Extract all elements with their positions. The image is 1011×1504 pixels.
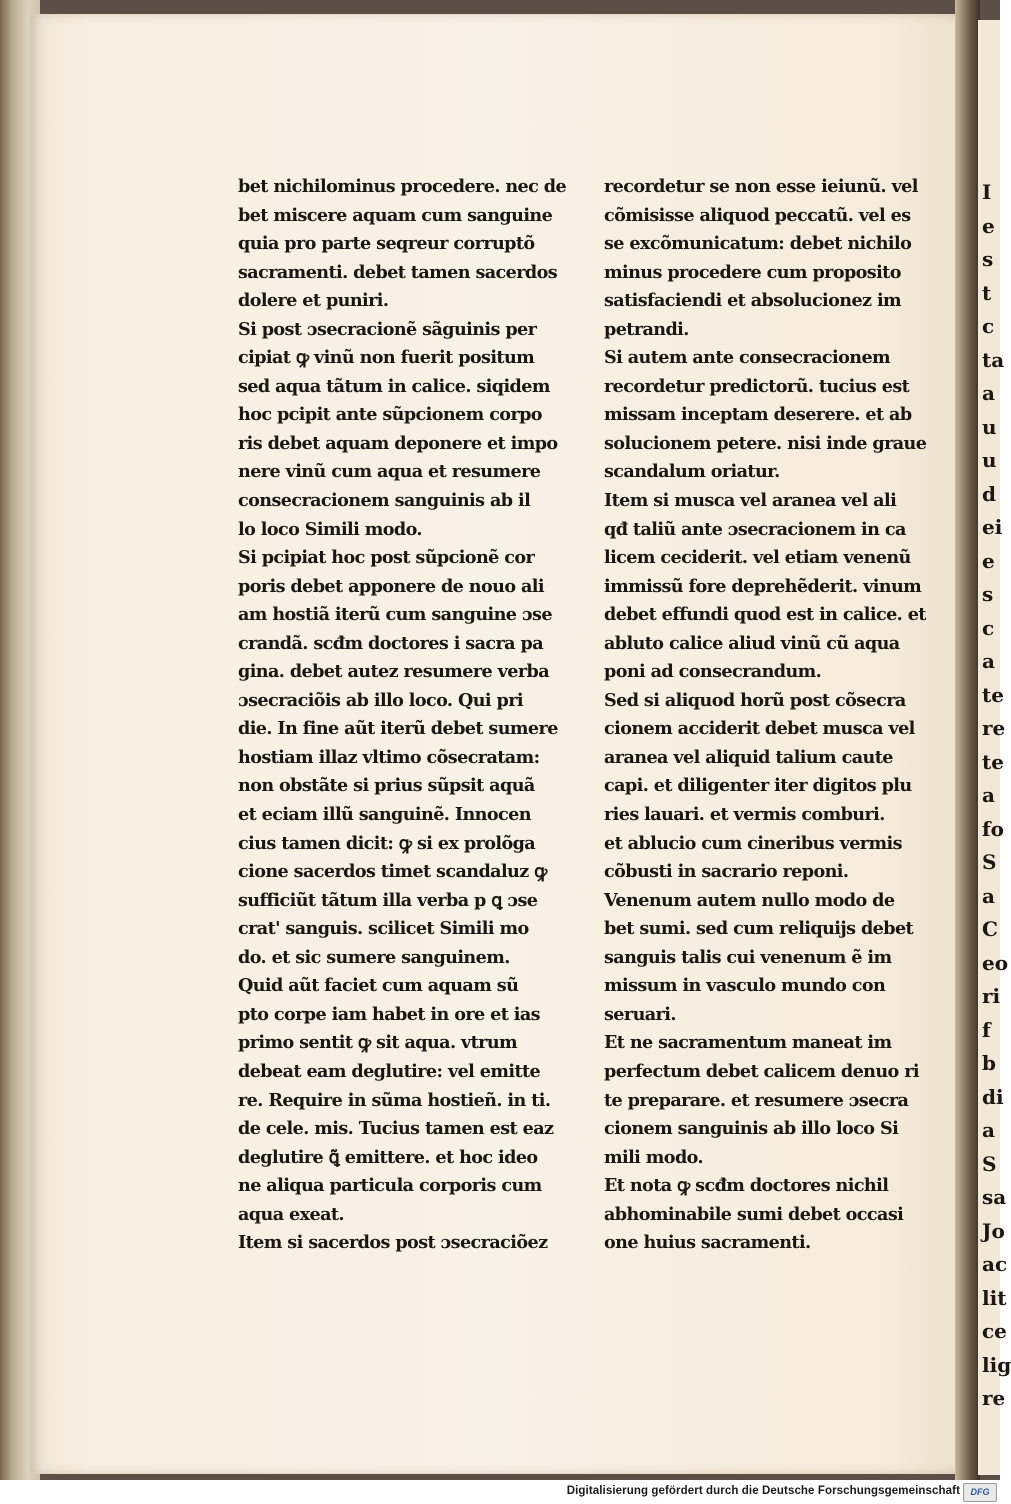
text-line: se excõmunicatum: debet nichilo (604, 233, 912, 255)
text-line: gina. debet autez resumere verba (238, 661, 550, 683)
text-column-left (238, 173, 567, 1258)
facing-page-fragment: a (982, 1118, 995, 1142)
facing-page-fragment: e (982, 213, 995, 238)
facing-page-fragment: s (982, 247, 994, 271)
text-line: cõmisisse aliquod peccatũ. vel es (604, 204, 911, 226)
text-line: bet sumi. sed cum reliquijs debet (604, 918, 914, 940)
text-line: ɔsecraciõis ab illo loco. Qui pri (238, 689, 523, 711)
facing-page-fragment: C (982, 917, 998, 941)
text-line: deglutire ꝗ̃ emittere. et hoc ideo (238, 1146, 538, 1168)
text-line: sed aqua tãtum in calice. siqidem (238, 375, 550, 397)
text-line: hoc pcipit ante sũpcionem corpo (238, 404, 542, 426)
facing-page-fragment: t (982, 280, 992, 305)
facing-page-fragment: b (982, 1051, 996, 1075)
facing-page-edge (978, 20, 1011, 1475)
text-line: minus procedere cum proposito (604, 261, 901, 283)
text-line: Quid aũt faciet cum aquam sũ (238, 975, 519, 997)
text-line: immissũ fore deprehẽderit. vinum (604, 575, 922, 597)
text-line: Et nota ꝙ scđm doctores nichil (604, 1175, 889, 1197)
text-line: licem ceciderit. vel etiam venenũ (604, 547, 911, 569)
text-line: cionem sanguinis ab illo loco Si (604, 1118, 899, 1140)
facing-page-fragment: a (982, 783, 995, 807)
facing-page-fragment: te (982, 749, 1004, 774)
text-line: capi. et diligenter iter digitos plu (604, 775, 912, 797)
facing-page-fragment: S (982, 1151, 997, 1176)
text-line: re. Require in sũma hostieñ. in ti. (238, 1089, 551, 1111)
facing-page-fragment: ei (982, 515, 1003, 539)
text-line: consecracionem sanguinis ab il (238, 490, 531, 512)
text-line: bet miscere aquam cum sanguine (238, 204, 553, 226)
facing-page-fragment: u (982, 448, 997, 472)
text-line: solucionem petere. nisi inde graue (604, 432, 927, 454)
facing-page-fragment: di (982, 1084, 1004, 1109)
facing-page-fragment: I (982, 180, 992, 204)
text-line: ris debet aquam deponere et impo (238, 432, 558, 454)
text-line: non obstãte si prius sũpsit aquã (238, 775, 535, 797)
text-line: recordetur predictorũ. tucius est (604, 375, 910, 397)
text-line: abhominabile sumi debet occasi (604, 1203, 904, 1225)
text-line: die. In fine aũt iterũ debet sumere (238, 718, 558, 740)
text-line: abluto calice aliud vinũ cũ aqua (604, 632, 900, 654)
text-line: sacramenti. debet tamen sacerdos (238, 261, 558, 283)
text-line: perfectum debet calicem denuo ri (604, 1060, 919, 1082)
text-line: Item si musca vel aranea vel ali (604, 490, 897, 512)
text-line: Sed si aliquod horũ post cõsecra (604, 689, 906, 711)
text-line: Si pcipiat hoc post sũpcionẽ cor (238, 547, 535, 569)
text-line: missum in vasculo mundo con (604, 975, 886, 997)
text-line: sanguis talis cui venenum ẽ im (604, 946, 892, 968)
facing-page-fragment: ce (982, 1319, 1007, 1343)
text-line: crandã. scđm doctores i sacra pa (238, 632, 544, 654)
text-line: ries lauari. et vermis comburi. (604, 804, 885, 826)
facing-page-fragment: u (982, 414, 997, 439)
text-line: ne aliqua particula corporis cum (238, 1175, 542, 1197)
facing-page-fragment: Jo (982, 1218, 1005, 1243)
facing-page-fragment: ac (982, 1252, 1008, 1276)
text-line: aranea vel aliquid talium caute (604, 746, 893, 768)
dfg-logo: DFG (963, 1483, 997, 1502)
text-line: nere vinũ cum aqua et resumere (238, 461, 541, 483)
text-line: et eciam illũ sanguinẽ. Innocen (238, 804, 531, 826)
text-line: scandalum oriatur. (604, 461, 780, 483)
text-line: pto corpe iam habet in ore et ias (238, 1003, 540, 1025)
text-line: mili modo. (604, 1146, 703, 1168)
text-line: Si post ɔsecracionẽ sãguinis per (238, 318, 537, 340)
facing-page-fragment: ri (982, 984, 1001, 1008)
facing-page-fragment: re (982, 1386, 1006, 1410)
facing-page-fragment: c (982, 615, 995, 640)
text-line: Item si sacerdos post ɔsecraciõez (238, 1232, 548, 1254)
text-line: lo loco Simili modo. (238, 518, 422, 540)
text-line: petrandi. (604, 318, 689, 340)
text-line: debeat eam deglutire: vel emitte (238, 1060, 541, 1082)
text-line: cõbusti in sacrario reponi. (604, 861, 849, 883)
facing-page-fragment: ta (982, 347, 1005, 372)
facing-page-fragment: re (982, 716, 1006, 740)
facing-page-fragment: a (982, 381, 995, 405)
facing-page-fragment: c (982, 314, 995, 338)
facing-page-fragment: a (982, 883, 995, 908)
text-line: hostiam illaz vltimo cõsecratam: (238, 746, 540, 768)
text-line: te preparare. et resumere ɔsecra (604, 1089, 909, 1111)
text-line: Venenum autem nullo modo de (604, 889, 895, 911)
text-line: poris debet apponere de nouo ali (238, 575, 544, 597)
facing-page-fragment: te (982, 682, 1004, 707)
text-line: cione sacerdos timet scandaluz ꝙ (238, 861, 547, 883)
text-line: recordetur se non esse ieiunũ. vel (604, 176, 918, 197)
facing-page-fragment: d (982, 481, 996, 506)
text-line: Si autem ante consecracionem (604, 347, 891, 369)
funding-credit: Digitalisierung gefördert durch die Deutsche Forschungsgemeinschaft (566, 1485, 960, 1497)
text-line: poni ad consecrandum. (604, 661, 822, 683)
facing-page-fragment: lig (982, 1352, 1011, 1377)
text-line: de cele. mis. Tucius tamen est eaz (238, 1118, 554, 1140)
text-line: bet nichilominus procedere. nec de (238, 176, 567, 197)
facing-page-fragment: s (982, 582, 994, 606)
facing-page-fragment: fo (982, 816, 1004, 841)
text-line: seruari. (604, 1003, 676, 1025)
text-line: one huius sacramenti. (604, 1232, 811, 1254)
text-line: quia pro parte seqreur corruptõ (238, 233, 535, 255)
text-line: do. et sic sumere sanguinem. (238, 946, 510, 968)
text-line: am hostiã iterũ cum sanguine ɔse (238, 604, 552, 626)
text-line: missam inceptam deserere. et ab (604, 404, 912, 426)
facing-page-fragment: a (982, 649, 995, 673)
text-line: sufficiũt tãtum illa verba p ꝗ ɔse (238, 889, 538, 911)
text-line: satisfaciendi et absolucionez im (604, 290, 902, 312)
text-line: primo sentit ꝙ sit aqua. vtrum (238, 1032, 518, 1054)
text-line: cionem acciderit debet musca vel (604, 718, 915, 740)
facing-page-fragment: S (982, 850, 997, 874)
text-line: debet effundi quod est in calice. et (604, 604, 926, 626)
text-line: cius tamen dicit: ꝙ si ex prolõga (238, 832, 536, 854)
footer-bar (0, 1480, 1000, 1504)
facing-page-fragment: sa (982, 1185, 1007, 1209)
facing-page-fragment: f (982, 1017, 991, 1042)
text-line: cipiat ꝙ vinũ non fuerit positum (238, 347, 535, 369)
text-line: dolere et puniri. (238, 290, 389, 312)
text-column-right (604, 173, 927, 1258)
facing-page-fragment: eo (982, 950, 1009, 975)
text-line: Et ne sacramentum maneat im (604, 1032, 892, 1054)
text-line: crat' sanguis. scilicet Simili mo (238, 918, 529, 940)
text-line: qđ taliũ ante ɔsecracionem in ca (604, 518, 906, 540)
facing-page-fragment: lit (982, 1285, 1007, 1310)
text-line: et ablucio cum cineribus vermis (604, 832, 902, 854)
facing-page-fragment: e (982, 548, 995, 573)
text-line: aqua exeat. (238, 1203, 344, 1225)
page-gutter (955, 0, 980, 1480)
